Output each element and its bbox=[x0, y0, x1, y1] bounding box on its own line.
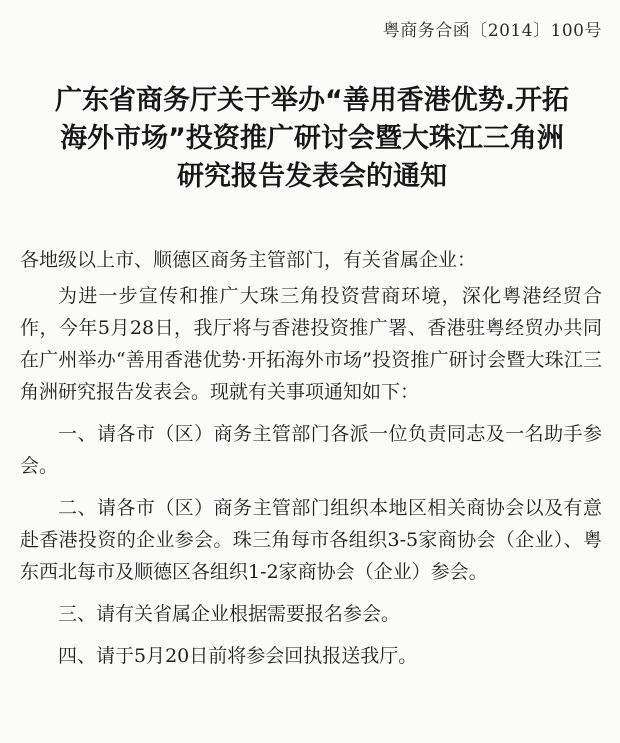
list-item-4: 四、请于5月20日前将参会回执报送我厅。 bbox=[58, 645, 418, 667]
list-item-1: 一、请各市（区）商务主管部门各派一位负责同志及一名助手参会。 bbox=[20, 423, 602, 477]
salutation: 各地级以上市、顺德区商务主管部门，有关省属企业： bbox=[20, 249, 477, 271]
document-title bbox=[22, 82, 602, 196]
document-body bbox=[20, 244, 602, 672]
title-line-1: 广东省商务厅关于举办“善用香港优势.开拓 bbox=[54, 85, 569, 116]
list-item-3: 三、请有关省属企业根据需要报名参会。 bbox=[58, 603, 401, 625]
intro-paragraph: 为进一步宣传和推广大珠三角投资营商环境，深化粤港经贸合作，今年5月28日，我厅将与香港投资推广署、香港驻粤经贸办共同在广州举办“善用香港优势·开拓海外市场”投资推广研讨会暨大珠江三角洲研究报告发表会。现就有关事项通知如下： bbox=[20, 285, 602, 403]
title-line-2: 海外市场”投资推广研讨会暨大珠江三角洲 bbox=[60, 123, 564, 154]
list-item-2: 二、请各市（区）商务主管部门组织本地区相关商协会以及有意赴香港投资的企业参会。珠三角每市各组织3-5家商协会（企业）、粤东西北每市及顺德区各组织1-2家商协会（企业）参会。 bbox=[20, 497, 602, 583]
document-number: 粤商务合函〔2014〕100号 bbox=[382, 21, 602, 41]
title-line-3: 研究报告发表会的通知 bbox=[177, 161, 447, 192]
